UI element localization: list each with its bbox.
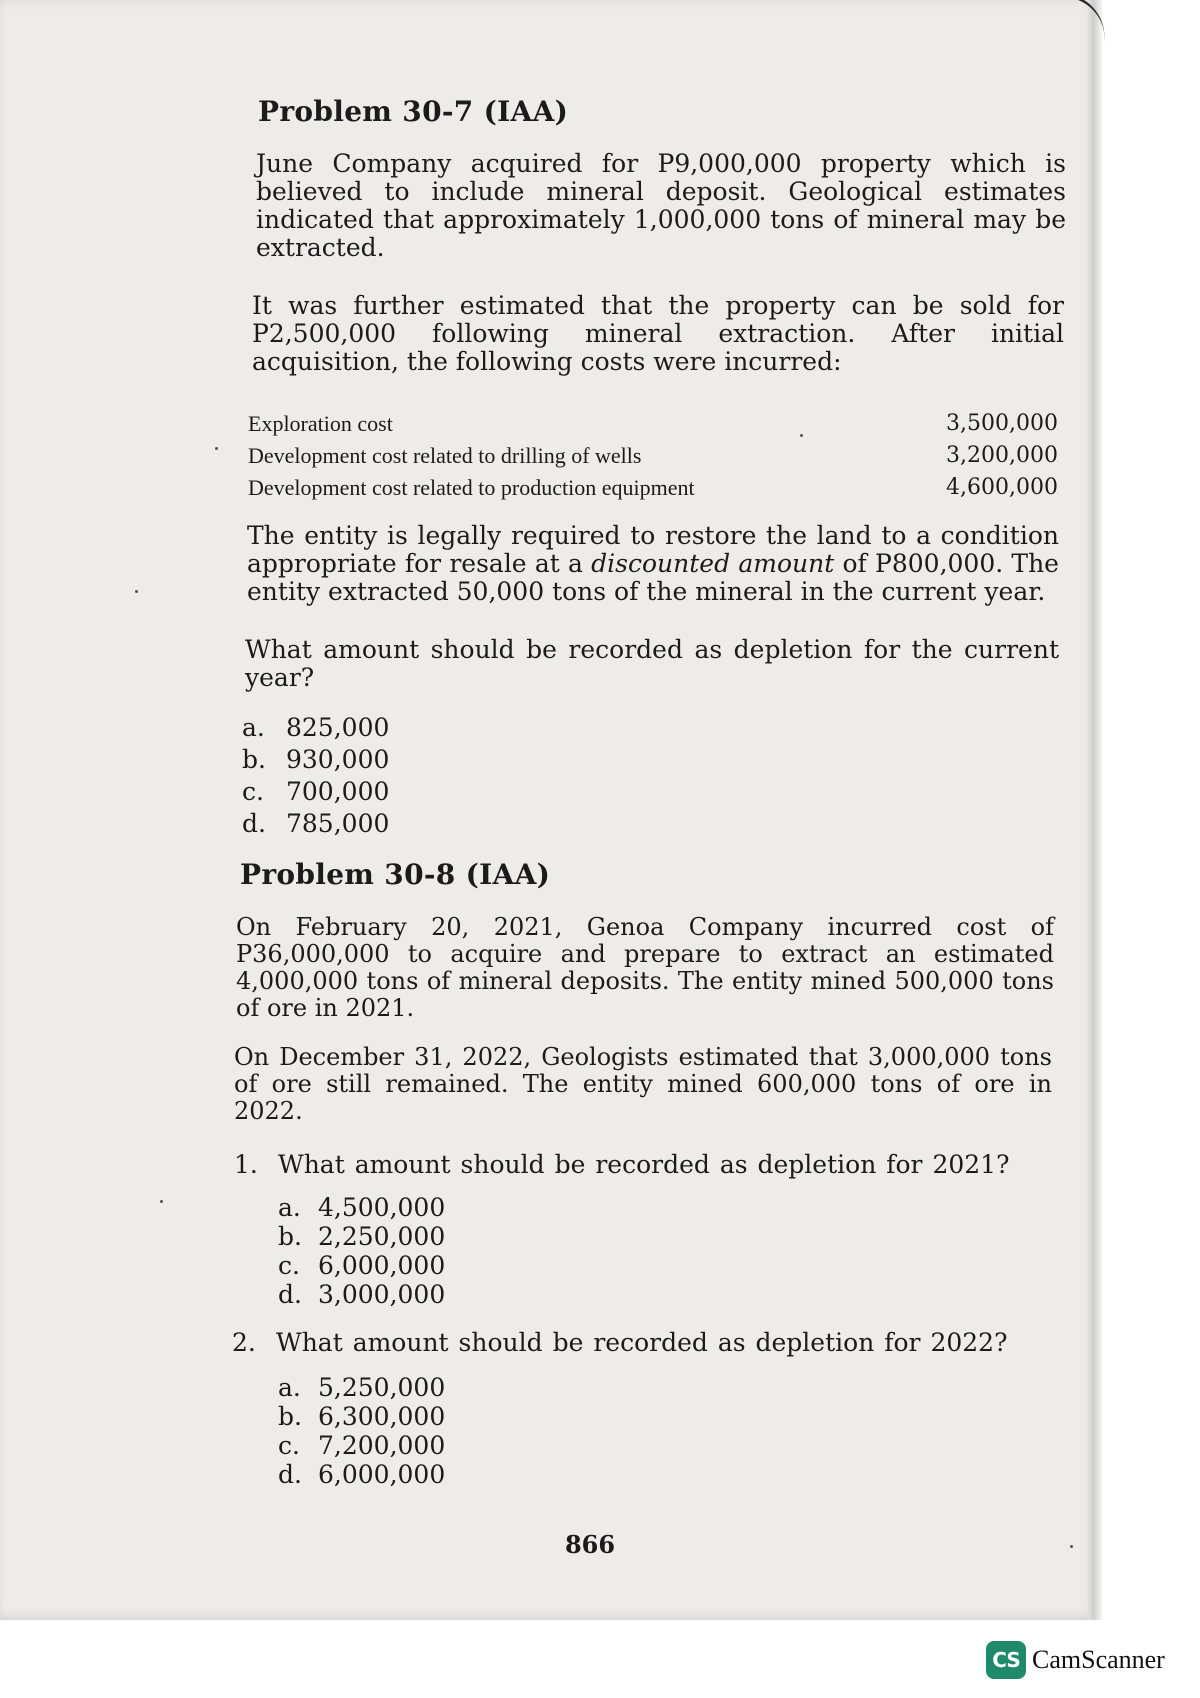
choice-text: 700,000 xyxy=(286,777,390,806)
cost-row xyxy=(248,408,1058,440)
choice-letter: c. xyxy=(278,1431,300,1460)
question-2-choices xyxy=(278,1373,445,1489)
question-text: What amount should be recorded as depletion for 2022? xyxy=(276,1328,1008,1357)
choice-letter: d. xyxy=(242,809,266,838)
cost-row xyxy=(248,472,1058,504)
choice-letter: b. xyxy=(278,1402,302,1431)
camscanner-logo-icon: CS xyxy=(986,1641,1026,1679)
problem-30-7-paragraph-2: It was further estimated that the property can be sold for P2,500,000 following mineral extraction. After initial acquisition, the following costs were incurred: xyxy=(252,291,1064,376)
choice-text: 6,300,000 xyxy=(318,1402,446,1431)
choice-item xyxy=(278,1373,445,1402)
choice-letter: b. xyxy=(242,745,266,774)
choice-letter: b. xyxy=(278,1222,302,1251)
scan-speck xyxy=(215,447,218,450)
question-1-choices xyxy=(278,1193,445,1309)
question-1 xyxy=(234,1150,1009,1179)
cost-amount: 4,600,000 xyxy=(946,475,1058,500)
problem-30-7-paragraph-1: June Company acquired for P9,000,000 property which is believed to include mineral deposit. Geological estimates indicated that approximately 1,000,000 tons of mineral may be extracted. xyxy=(256,149,1066,262)
choice-letter: c. xyxy=(278,1251,300,1280)
choice-text: 4,500,000 xyxy=(318,1193,446,1222)
choice-text: 6,000,000 xyxy=(318,1251,446,1280)
problem-30-7-paragraph-3 xyxy=(247,522,1059,606)
choice-text: 2,250,000 xyxy=(318,1222,446,1251)
scan-speck xyxy=(1070,1545,1073,1548)
camscanner-name: CamScanner xyxy=(1032,1645,1165,1674)
paragraph-3-text-after: of P800,000. The entity extracted 50,000 tons of the mineral in the current year. xyxy=(247,549,1059,606)
choice-text: 7,200,000 xyxy=(318,1431,446,1460)
question-text: What amount should be recorded as depletion for 2021? xyxy=(278,1150,1010,1179)
choice-text: 5,250,000 xyxy=(318,1373,446,1402)
choice-item xyxy=(278,1402,445,1431)
problem-30-7-title: Problem 30-7 (IAA) xyxy=(258,95,569,128)
cost-label: Development cost related to drilling of wells xyxy=(248,443,642,468)
choice-letter: a. xyxy=(242,713,265,742)
paragraph-3-text-before: The entity is legally required to restore the land to a condition appropriate for resale at a xyxy=(247,521,1059,578)
cost-amount: 3,200,000 xyxy=(946,443,1058,468)
choice-letter: d. xyxy=(278,1460,302,1489)
problem-30-7-question: What amount should be recorded as depletion for the current year? xyxy=(245,635,1059,692)
cost-label: Development cost related to production equipment xyxy=(248,475,695,500)
cost-label: Exploration cost xyxy=(248,411,393,436)
choice-item xyxy=(242,744,389,776)
cost-amount: 3,500,000 xyxy=(946,411,1058,436)
problem-30-8-paragraph-1: On February 20, 2021, Genoa Company incurred cost of P36,000,000 to acquire and prepare to extract an estimated 4,000,000 tons of mineral deposits. The entity mined 500,000 tons of ore in 2021. xyxy=(236,913,1054,1022)
choice-letter: c. xyxy=(242,777,264,806)
choice-item xyxy=(278,1280,445,1309)
camscanner-watermark xyxy=(986,1640,1165,1680)
discounted-amount-emphasis: discounted amount xyxy=(591,549,835,578)
choice-item xyxy=(278,1431,445,1460)
choice-item xyxy=(278,1251,445,1280)
choice-text: 785,000 xyxy=(286,809,390,838)
choice-item xyxy=(278,1193,445,1222)
choice-item xyxy=(242,808,389,840)
choice-letter: a. xyxy=(278,1193,301,1222)
scan-speck xyxy=(800,434,803,437)
scan-speck xyxy=(160,1200,163,1203)
choice-text: 825,000 xyxy=(286,713,390,742)
choice-item xyxy=(278,1460,445,1489)
choice-item xyxy=(278,1222,445,1251)
choice-item xyxy=(242,712,389,744)
choice-item xyxy=(242,776,389,808)
choice-text: 930,000 xyxy=(286,745,390,774)
choice-letter: a. xyxy=(278,1373,301,1402)
question-2 xyxy=(232,1328,1007,1357)
question-number: 1. xyxy=(234,1150,258,1179)
scan-speck xyxy=(135,590,138,593)
problem-30-7-choices xyxy=(242,712,389,840)
choice-text: 6,000,000 xyxy=(318,1460,446,1489)
problem-30-8-paragraph-2: On December 31, 2022, Geologists estimated that 3,000,000 tons of ore still remained. The entity mined 600,000 tons of ore in 2022. xyxy=(234,1043,1052,1125)
problem-30-8-title: Problem 30-8 (IAA) xyxy=(240,858,551,891)
page-number: 866 xyxy=(564,1530,616,1559)
question-number: 2. xyxy=(232,1328,256,1357)
cost-row xyxy=(248,440,1058,472)
choice-text: 3,000,000 xyxy=(318,1280,446,1309)
choice-letter: d. xyxy=(278,1280,302,1309)
cost-table xyxy=(248,408,1058,504)
